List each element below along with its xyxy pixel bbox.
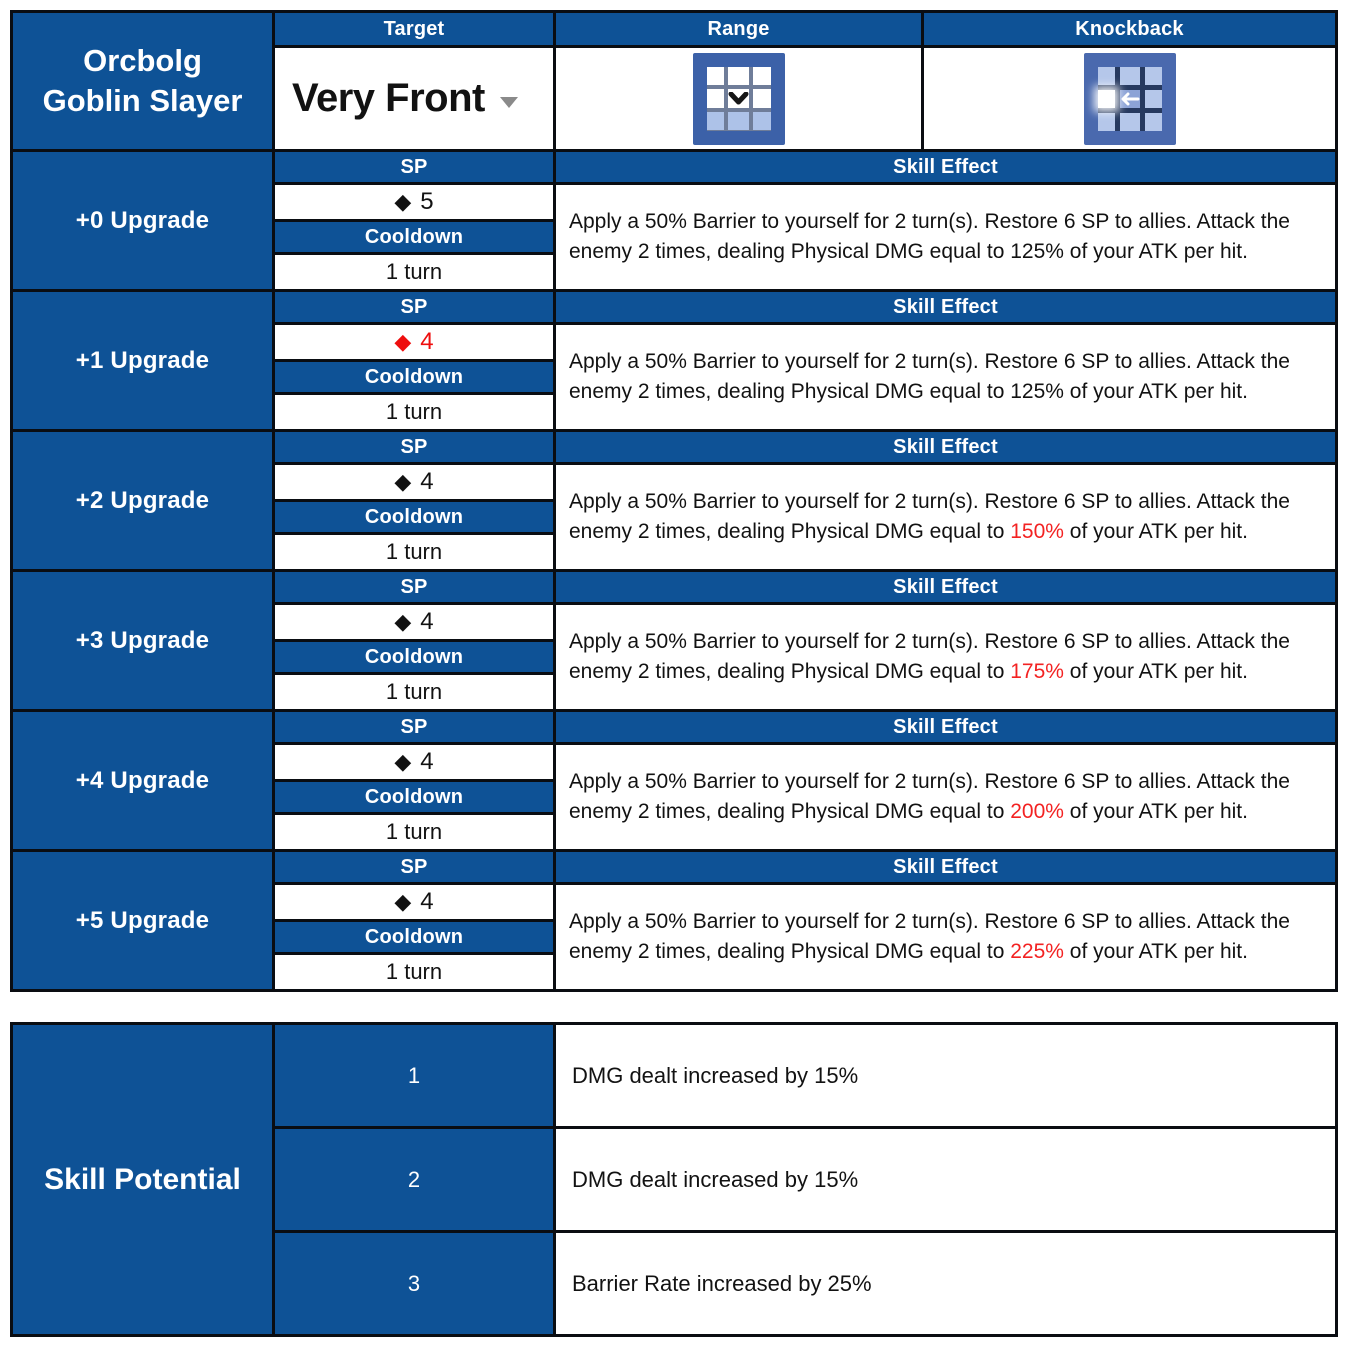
cooldown-value: 1 turn xyxy=(275,535,553,569)
potential-effect: DMG dealt increased by 15% xyxy=(556,1129,1335,1230)
character-title-line2: Goblin Slayer xyxy=(42,83,243,118)
range-column-header: Range xyxy=(556,13,921,45)
cooldown-value: 1 turn xyxy=(275,815,553,849)
sp-header: SP xyxy=(275,852,553,882)
upgrade-section-2 xyxy=(13,432,1335,569)
upgrade-label: +3 Upgrade xyxy=(13,572,272,709)
upgrade-section-5 xyxy=(13,852,1335,989)
cooldown-header: Cooldown xyxy=(275,642,553,672)
character-title xyxy=(13,13,272,149)
sp-value xyxy=(275,745,553,779)
skill-effect-text: Apply a 50% Barrier to yourself for 2 turn(s). Restore 6 SP to allies. Attack the enemy 2 times, dealing Physical DMG equal to 200% of your ATK per hit. xyxy=(556,745,1335,849)
skill-effect-text: Apply a 50% Barrier to yourself for 2 turn(s). Restore 6 SP to allies. Attack the enemy 2 times, dealing Physical DMG equal to 125% of your ATK per hit. xyxy=(556,185,1335,289)
sp-amount: 4 xyxy=(420,328,434,355)
potential-level: 2 xyxy=(275,1129,553,1230)
sp-diamond-icon: ◆ xyxy=(394,469,412,494)
sp-value xyxy=(275,465,553,499)
knockback-column-header: Knockback xyxy=(924,13,1335,45)
cooldown-header: Cooldown xyxy=(275,922,553,952)
down-chevron-icon xyxy=(728,89,749,108)
sp-value xyxy=(275,605,553,639)
skill-table xyxy=(10,10,1338,992)
skill-effect-header: Skill Effect xyxy=(556,292,1335,322)
potential-level: 1 xyxy=(275,1025,553,1126)
potential-effect: Barrier Rate increased by 25% xyxy=(556,1233,1335,1334)
skill-table-header xyxy=(13,13,1335,149)
target-dropdown[interactable] xyxy=(275,48,553,149)
cooldown-value: 1 turn xyxy=(275,675,553,709)
skill-effect-header: Skill Effect xyxy=(556,712,1335,742)
upgrade-section-0 xyxy=(13,152,1335,289)
effect-multiplier: 175% xyxy=(1010,660,1064,683)
effect-multiplier: 200% xyxy=(1010,800,1064,823)
skill-potential-title: Skill Potential xyxy=(13,1025,272,1334)
target-column-header: Target xyxy=(275,13,553,45)
sp-diamond-icon: ◆ xyxy=(394,189,412,214)
upgrade-label: +4 Upgrade xyxy=(13,712,272,849)
knockback-target-cell xyxy=(1098,90,1115,108)
sp-amount: 4 xyxy=(420,748,434,775)
sp-header: SP xyxy=(275,572,553,602)
sp-diamond-icon: ◆ xyxy=(394,749,412,774)
range-value-cell xyxy=(556,48,921,149)
upgrade-label: +1 Upgrade xyxy=(13,292,272,429)
cooldown-header: Cooldown xyxy=(275,222,553,252)
knockback-value-cell xyxy=(924,48,1335,149)
skill-effect-header: Skill Effect xyxy=(556,852,1335,882)
upgrade-label: +2 Upgrade xyxy=(13,432,272,569)
skill-effect-text: Apply a 50% Barrier to yourself for 2 turn(s). Restore 6 SP to allies. Attack the enemy 2 times, dealing Physical DMG equal to 225% of your ATK per hit. xyxy=(556,885,1335,989)
cooldown-value: 1 turn xyxy=(275,395,553,429)
sp-header: SP xyxy=(275,152,553,182)
skill-effect-text: Apply a 50% Barrier to yourself for 2 turn(s). Restore 6 SP to allies. Attack the enemy 2 times, dealing Physical DMG equal to 125% of your ATK per hit. xyxy=(556,325,1335,429)
effect-multiplier: 225% xyxy=(1010,940,1064,963)
skill-effect-header: Skill Effect xyxy=(556,572,1335,602)
upgrade-label: +5 Upgrade xyxy=(13,852,272,989)
sp-diamond-icon: ◆ xyxy=(394,889,412,914)
potential-effect: DMG dealt increased by 15% xyxy=(556,1025,1335,1126)
sp-header: SP xyxy=(275,712,553,742)
sp-value xyxy=(275,185,553,219)
sp-amount: 4 xyxy=(420,468,434,495)
cooldown-header: Cooldown xyxy=(275,782,553,812)
skill-effect-text: Apply a 50% Barrier to yourself for 2 turn(s). Restore 6 SP to allies. Attack the enemy 2 times, dealing Physical DMG equal to 175% of your ATK per hit. xyxy=(556,605,1335,709)
range-grid-down-icon xyxy=(693,53,785,145)
cooldown-header: Cooldown xyxy=(275,502,553,532)
sp-diamond-icon: ◆ xyxy=(394,609,412,634)
cooldown-header: Cooldown xyxy=(275,362,553,392)
knockback-grid-left-icon xyxy=(1084,53,1176,145)
cooldown-value: 1 turn xyxy=(275,255,553,289)
potential-level: 3 xyxy=(275,1233,553,1334)
skill-effect-header: Skill Effect xyxy=(556,432,1335,462)
sp-amount: 4 xyxy=(420,608,434,635)
sp-amount: 4 xyxy=(420,888,434,915)
left-arrow-icon xyxy=(1120,90,1140,108)
sp-value xyxy=(275,885,553,919)
sp-amount: 5 xyxy=(420,188,434,215)
skill-effect-header: Skill Effect xyxy=(556,152,1335,182)
dropdown-caret-icon[interactable] xyxy=(500,97,518,108)
effect-multiplier: 125% xyxy=(1010,240,1064,263)
effect-multiplier: 125% xyxy=(1010,380,1064,403)
sp-header: SP xyxy=(275,432,553,462)
sp-header: SP xyxy=(275,292,553,322)
target-dropdown-value[interactable]: Very Front xyxy=(292,76,485,120)
sp-value xyxy=(275,325,553,359)
sp-diamond-icon: ◆ xyxy=(394,329,412,354)
effect-multiplier: 150% xyxy=(1010,520,1064,543)
upgrade-section-1 xyxy=(13,292,1335,429)
upgrade-section-4 xyxy=(13,712,1335,849)
upgrade-label: +0 Upgrade xyxy=(13,152,272,289)
skill-potential-table xyxy=(10,1022,1338,1337)
skill-effect-text: Apply a 50% Barrier to yourself for 2 turn(s). Restore 6 SP to allies. Attack the enemy 2 times, dealing Physical DMG equal to 150% of your ATK per hit. xyxy=(556,465,1335,569)
character-title-line1: Orcbolg xyxy=(83,42,202,78)
upgrade-section-3 xyxy=(13,572,1335,709)
cooldown-value: 1 turn xyxy=(275,955,553,989)
